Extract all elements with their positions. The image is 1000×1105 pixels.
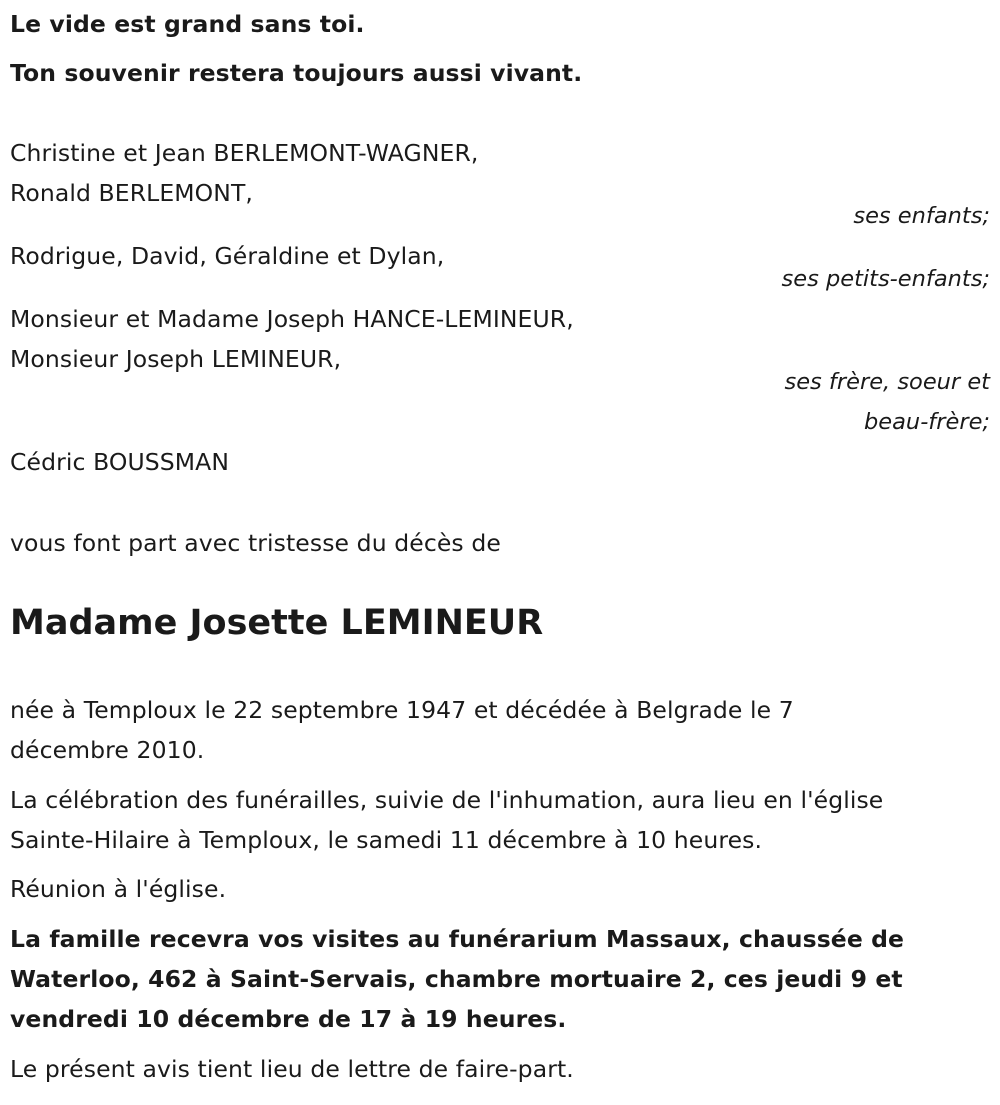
closing-line: Le présent avis tient lieu de lettre de faire-part.	[10, 1055, 574, 1083]
funeral-line-1: La célébration des funérailles, suivie de l'inhumation, aura lieu en l'église	[10, 786, 884, 814]
siblings-line-1: Monsieur et Madame Joseph HANCE-LEMINEUR,	[10, 305, 574, 333]
meeting-line: Réunion à l'église.	[10, 875, 227, 903]
partner-line: Cédric BOUSSMAN	[10, 448, 230, 476]
visits-line-1: La famille recevra vos visites au funérarium Massaux, chaussée de	[10, 925, 905, 953]
birth-death-line-2: décembre 2010.	[10, 736, 205, 764]
children-line-2: Ronald BERLEMONT,	[10, 179, 253, 207]
announcement: vous font part avec tristesse du décès de	[10, 529, 501, 557]
visits-line-2: Waterloo, 462 à Saint-Servais, chambre mortuaire 2, ces jeudi 9 et	[10, 965, 903, 993]
birth-death-line-1: née à Temploux le 22 septembre 1947 et décédée à Belgrade le 7	[10, 696, 794, 724]
siblings-relation-line-2: beau-frère;	[864, 409, 990, 435]
grandchildren-line: Rodrigue, David, Géraldine et Dylan,	[10, 242, 445, 270]
funeral-line-2: Sainte-Hilaire à Temploux, le samedi 11 décembre à 10 heures.	[10, 826, 763, 854]
grandchildren-relation: ses petits-enfants;	[781, 266, 990, 292]
siblings-relation-line-1: ses frère, soeur et	[784, 369, 990, 395]
epigraph-line-1: Le vide est grand sans toi.	[10, 10, 365, 38]
deceased-name: Madame Josette LEMINEUR	[10, 603, 544, 643]
epigraph-line-2: Ton souvenir restera toujours aussi vivant.	[10, 59, 583, 87]
visits-line-3: vendredi 10 décembre de 17 à 19 heures.	[10, 1005, 567, 1033]
siblings-line-2: Monsieur Joseph LEMINEUR,	[10, 345, 342, 373]
children-relation: ses enfants;	[853, 203, 990, 229]
children-line-1: Christine et Jean BERLEMONT-WAGNER,	[10, 139, 479, 167]
